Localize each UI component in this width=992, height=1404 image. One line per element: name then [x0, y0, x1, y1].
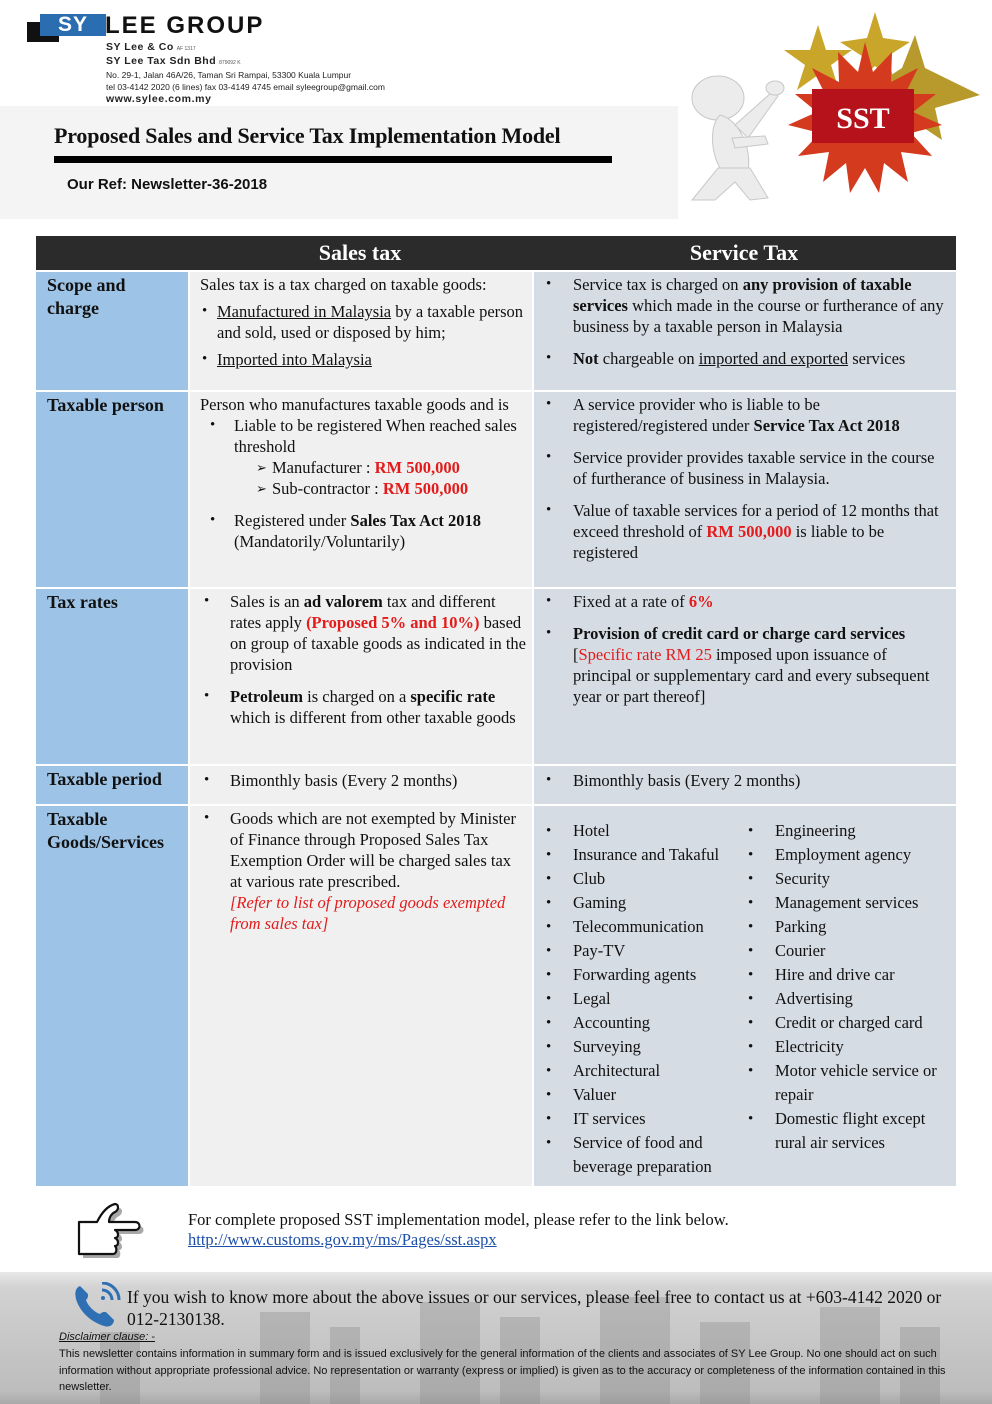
table-header [36, 236, 956, 270]
taxable-service-item: • Electricity [744, 1035, 947, 1059]
taxable-service-item: • Legal [542, 987, 744, 1011]
threshold-item: ➢ Manufacturer : RM 500,000 [256, 458, 460, 477]
services-column-1 [542, 819, 744, 1179]
bullet-icon: • [748, 967, 754, 983]
bullet-icon: • [202, 351, 208, 367]
bullet-icon: • [204, 688, 210, 704]
bullet-icon: • [546, 502, 552, 518]
logo-mark [27, 12, 107, 42]
service-tax-cell [532, 272, 956, 390]
bullet-icon: • [546, 1111, 552, 1127]
list-item: • Manufactured in Malaysia by a taxable person and sold, used or disposed by him; [202, 302, 524, 342]
company-details [106, 41, 385, 105]
bullet-icon: • [546, 1135, 552, 1151]
figure-illustration [692, 76, 784, 200]
taxable-service-item: • Hotel [542, 819, 744, 843]
company-reg-2: 879092 K [219, 60, 241, 66]
bullet-icon: • [202, 303, 208, 319]
sales-tax-cell [188, 806, 532, 1186]
list-item: • Sales is an ad valorem tax and different rates apply (Proposed 5% and 10%) based on group of taxable goods as indicated in the provision [200, 591, 526, 675]
list-item: • Service tax is charged on any provision of taxable services which made in the course or furtherance of any business by a taxable person in Malaysia [542, 274, 948, 337]
company-contact: tel 03-4142 2020 (6 lines) fax 03-4149 4745 email syleegroup@gmail.com [106, 82, 385, 92]
list-item: • Bimonthly basis (Every 2 months) [542, 770, 948, 791]
list-item: • Bimonthly basis (Every 2 months) [200, 770, 526, 791]
bullet-icon: • [546, 1087, 552, 1103]
bullet-icon: • [748, 919, 754, 935]
sst-comparison-table [36, 236, 956, 1186]
bullet-icon: • [748, 1039, 754, 1055]
bullet-icon: • [546, 625, 552, 641]
table-row-scope [36, 270, 956, 390]
list-item: • Fixed at a rate of 6% [542, 591, 948, 612]
refer-block [188, 1210, 729, 1250]
title-divider [54, 156, 612, 163]
bullet-icon: • [546, 593, 552, 609]
bullet-icon: • [210, 417, 216, 433]
bullet-icon: • [546, 991, 552, 1007]
logo-text: LEE GROUP [105, 12, 265, 39]
row-label: Tax rates [36, 589, 188, 764]
bullet-icon: • [546, 350, 552, 366]
taxable-service-item: • Architectural [542, 1059, 744, 1083]
taxable-service-item: • Club [542, 867, 744, 891]
phone-icon [72, 1282, 124, 1328]
table-row-taxable-period [36, 764, 956, 804]
row-label: Scope and charge [36, 272, 188, 390]
bullet-icon: • [204, 772, 210, 788]
bullet-icon: • [546, 449, 552, 465]
taxable-service-item: • Telecommunication [542, 915, 744, 939]
bullet-icon: • [748, 943, 754, 959]
bullet-icon: • [748, 1015, 754, 1031]
threshold-item: ➢ Sub-contractor : RM 500,000 [256, 479, 469, 498]
sales-tax-cell: Sales tax is a tax charged on taxable goods: • Manufactured in Malaysia by a taxable person and sold, used or disposed by him; • Imported into Malaysia [188, 272, 532, 390]
bullet-icon: • [748, 871, 754, 887]
service-tax-cell [532, 806, 956, 1186]
sales-tax-cell [188, 766, 532, 804]
taxable-service-item: • Accounting [542, 1011, 744, 1035]
services-column-2 [744, 819, 947, 1179]
taxable-service-item: • Valuer [542, 1083, 744, 1107]
bullet-icon: • [204, 593, 210, 609]
list-item: • Value of taxable services for a period of 12 months that exceed threshold of RM 500,000 is liable to be registered [542, 500, 948, 563]
list-item: • Liable to be registered When reached sales threshold [200, 415, 526, 457]
disclaimer-heading: Disclaimer clause: - [59, 1331, 155, 1343]
service-tax-cell [532, 589, 956, 764]
list-item: • A service provider who is liable to be registered/registered under Service Tax Act 2018 [542, 394, 948, 436]
sst-illustration [680, 0, 992, 225]
list-item: • Not chargeable on imported and exported services [542, 348, 948, 369]
row-label: Taxable person [36, 392, 188, 587]
taxable-service-item: • Security [744, 867, 947, 891]
taxable-service-item: • Engineering [744, 819, 947, 843]
bullet-icon: • [546, 276, 552, 292]
bullet-icon: • [748, 847, 754, 863]
customs-link[interactable]: http://www.customs.gov.my/ms/Pages/sst.aspx [188, 1230, 497, 1249]
taxable-service-item: • Motor vehicle service or repair [744, 1059, 947, 1107]
list-item: • Goods which are not exempted by Minister of Finance through Proposed Sales Tax Exemption Order will be charged sales tax at various rate prescribed. [Refer to list of proposed goods exempted from sales tax] [200, 808, 526, 934]
list-item: • Provision of credit card or charge card services [Specific rate RM 25 imposed upon issuance of principal or supplementary card and every subsequent year or part thereof] [542, 623, 948, 707]
taxable-service-item: • Insurance and Takaful [542, 843, 744, 867]
bullet-icon: • [546, 823, 552, 839]
taxable-service-item: • Management services [744, 891, 947, 915]
bullet-icon: • [546, 967, 552, 983]
company-address: No. 29-1, Jalan 46A/26, Taman Sri Rampai, 53300 Kuala Lumpur [106, 70, 352, 80]
bullet-icon: • [748, 1111, 754, 1127]
column-header-service-tax: Service Tax [689, 240, 799, 265]
taxable-service-item: • Service of food and beverage preparation [542, 1131, 744, 1179]
list-item: • Registered under Sales Tax Act 2018 (Mandatorily/Voluntarily) [200, 510, 526, 552]
taxable-service-item: • Surveying [542, 1035, 744, 1059]
column-header-sales-tax: Sales tax [318, 240, 402, 265]
bullet-icon: • [748, 1063, 754, 1079]
logo-mark-text: SY [40, 14, 106, 36]
pointing-hand-icon [75, 1200, 147, 1262]
sales-tax-cell [188, 589, 532, 764]
row-label: Taxable period [36, 766, 188, 804]
service-tax-cell [532, 392, 956, 587]
bullet-icon: • [210, 512, 216, 528]
company-name-2: SY Lee Tax Sdn Bhd [106, 55, 217, 67]
taxable-service-item: • Courier [744, 939, 947, 963]
taxable-services-list [542, 808, 948, 1179]
company-name-1: SY Lee & Co [106, 41, 174, 53]
company-reg-1: AF 1317 [176, 46, 196, 52]
taxable-service-item: • Credit or charged card [744, 1011, 947, 1035]
taxable-service-item: • Domestic flight except rural air services [744, 1107, 947, 1155]
bullet-icon: • [546, 396, 552, 412]
row-label: Taxable Goods/Services [36, 806, 188, 1186]
taxable-service-item: • IT services [542, 1107, 744, 1131]
list-item: • Imported into Malaysia [202, 350, 372, 369]
disclaimer-text: This newsletter contains information in summary form and is issued exclusively for the general information of the clients and associates of SY Lee Group. No one should act on such information without appropriate professional advice. No representation or warranty (express or implied) is given as to the accuracy or completeness of the information contained in this newsletter. [59, 1348, 946, 1393]
taxable-service-item: • Hire and drive car [744, 963, 947, 987]
taxable-service-item: • Forwarding agents [542, 963, 744, 987]
bullet-icon: • [748, 823, 754, 839]
list-item: • Service provider provides taxable service in the course of furtherance of business in Malaysia. [542, 447, 948, 489]
taxable-service-item: • Pay-TV [542, 939, 744, 963]
bullet-icon: • [546, 1015, 552, 1031]
sst-badge-text: SST [836, 102, 890, 135]
taxable-service-item: • Gaming [542, 891, 744, 915]
bullet-icon: • [748, 895, 754, 911]
bullet-icon: • [546, 1039, 552, 1055]
company-website[interactable]: www.sylee.com.my [106, 93, 212, 105]
bullet-icon: • [546, 943, 552, 959]
table-row-tax-rates [36, 587, 956, 764]
bullet-icon: • [546, 1063, 552, 1079]
bullet-icon: • [546, 772, 552, 788]
taxable-service-item: • Parking [744, 915, 947, 939]
newsletter-reference: Our Ref: Newsletter-36-2018 [67, 176, 268, 193]
table-row-taxable-goods-services [36, 804, 956, 1186]
contact-text: If you wish to know more about the above issues or our services, please feel free to contact us at +603-4142 2020 or 012-2130138. [127, 1287, 942, 1329]
taxable-service-item: • Advertising [744, 987, 947, 1011]
refer-text: For complete proposed SST implementation model, please refer to the link below. [188, 1210, 729, 1229]
bullet-icon: • [546, 847, 552, 863]
table-row-taxable-person [36, 390, 956, 587]
bullet-icon: • [546, 871, 552, 887]
arrow-bullet-icon: ➢ [256, 481, 267, 496]
list-item: • Petroleum is charged on a specific rate which is different from other taxable goods [200, 686, 526, 728]
bullet-icon: • [546, 895, 552, 911]
bullet-icon: • [748, 991, 754, 1007]
arrow-bullet-icon: ➢ [256, 460, 267, 475]
page-title: Proposed Sales and Service Tax Implementation Model [54, 123, 561, 148]
bullet-icon: • [546, 919, 552, 935]
taxable-service-item: • Employment agency [744, 843, 947, 867]
bullet-icon: • [204, 810, 210, 826]
service-tax-cell [532, 766, 956, 804]
exemption-note: [Refer to list of proposed goods exempted from sales tax] [230, 893, 506, 933]
sales-tax-cell: Person who manufactures taxable goods and is • Liable to be registered When reached sales threshold ➢ Manufacturer : RM 500,000 ➢ Sub-contractor : RM 500,000 • Registered under Sales Tax Act 2018 (Mandatorily/Voluntarily) [188, 392, 532, 587]
